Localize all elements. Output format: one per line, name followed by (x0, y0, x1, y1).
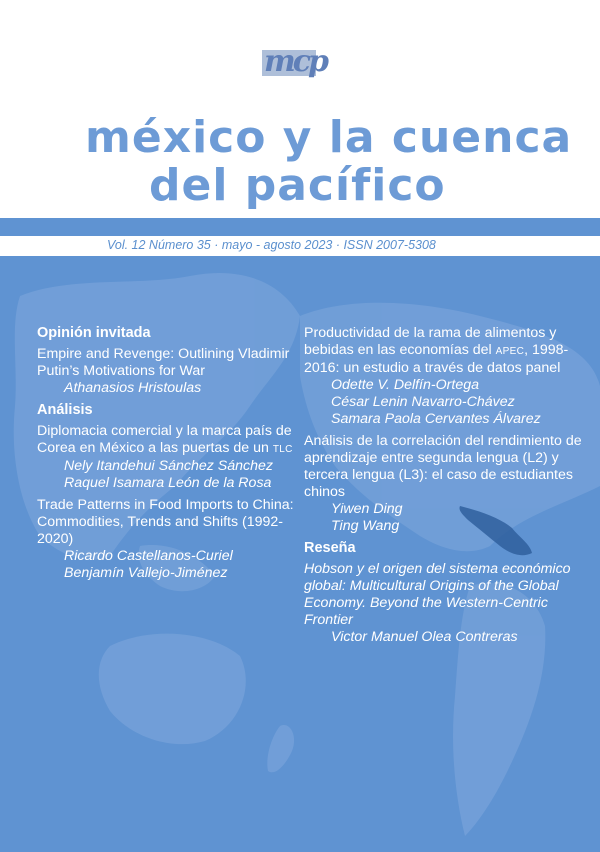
issue-info: Vol. 12 Número 35 · mayo - agosto 2023 · ISSN 2007-5308 (107, 238, 436, 252)
cover-header (0, 0, 600, 218)
article-entry[interactable] (37, 497, 299, 582)
article-entry[interactable] (304, 325, 594, 428)
right-column (304, 325, 594, 651)
article-author: Benjamín Vallejo-Jiménez (64, 565, 228, 581)
article-title[interactable]: Hobson y el origen del sistema económico global: Multicultural Origins of the Global Economy. Beyond the Western-Centric Frontier (304, 561, 571, 628)
blue-stripe (0, 218, 600, 236)
journal-logo (258, 46, 324, 80)
article-author: Nely Itandehui Sánchez Sánchez (64, 458, 274, 474)
left-column (37, 325, 299, 587)
article-author: Raquel Isamara León de la Rosa (64, 475, 272, 491)
article-title[interactable]: Empire and Revenge: Outlining Vladimir Putin’s Motivations for War (37, 346, 290, 379)
article-title-text-cont: , 1998-2016: un estudio a través de datos panel (304, 342, 569, 376)
article-author: Athanasios Hristoulas (64, 380, 202, 396)
article-author: Victor Manuel Olea Contreras (331, 629, 518, 645)
journal-title-line2: del pacífico (149, 160, 446, 211)
logo-text: mcp (264, 44, 326, 79)
section-heading-opinion: Opinión invitada (37, 325, 151, 341)
article-author: Yiwen Ding (331, 501, 403, 517)
article-entry[interactable] (37, 346, 299, 397)
section-heading-analisis: Análisis (37, 402, 93, 418)
article-title[interactable] (37, 423, 299, 458)
article-author: Ricardo Castellanos-Curiel (64, 548, 233, 564)
map-australia (99, 634, 246, 744)
journal-title-line1: méxico y la cuenca (85, 112, 573, 163)
article-author: Ting Wang (331, 518, 400, 534)
article-title-acronym: APEC (495, 346, 525, 357)
article-title[interactable]: Trade Patterns in Food Imports to China: Commodities, Trends and Shifts (1992-2020) (37, 497, 294, 547)
article-author: Samara Paola Cervantes Álvarez (331, 411, 541, 427)
article-author: Odette V. Delfín-Ortega (331, 377, 479, 393)
article-entry[interactable] (37, 423, 299, 492)
article-title-acronym: TLC (272, 444, 293, 455)
map-new-zealand (267, 725, 294, 772)
article-author: César Lenin Navarro-Chávez (331, 394, 515, 410)
article-entry[interactable] (304, 433, 594, 535)
article-entry[interactable] (304, 561, 594, 646)
article-title[interactable] (304, 325, 594, 377)
article-title-text: Diplomacia comercial y la marca país de Corea en México a las puertas de un (37, 423, 292, 456)
article-title-text: Productividad de la rama de alimentos y bebidas en las economías del (304, 325, 557, 358)
article-title[interactable]: Análisis de la correlación del rendimiento de aprendizaje entre segunda lengua (L2) y tercera lengua (L3): el caso de estudiantes chinos (304, 433, 582, 500)
section-heading-resena: Reseña (304, 540, 356, 556)
